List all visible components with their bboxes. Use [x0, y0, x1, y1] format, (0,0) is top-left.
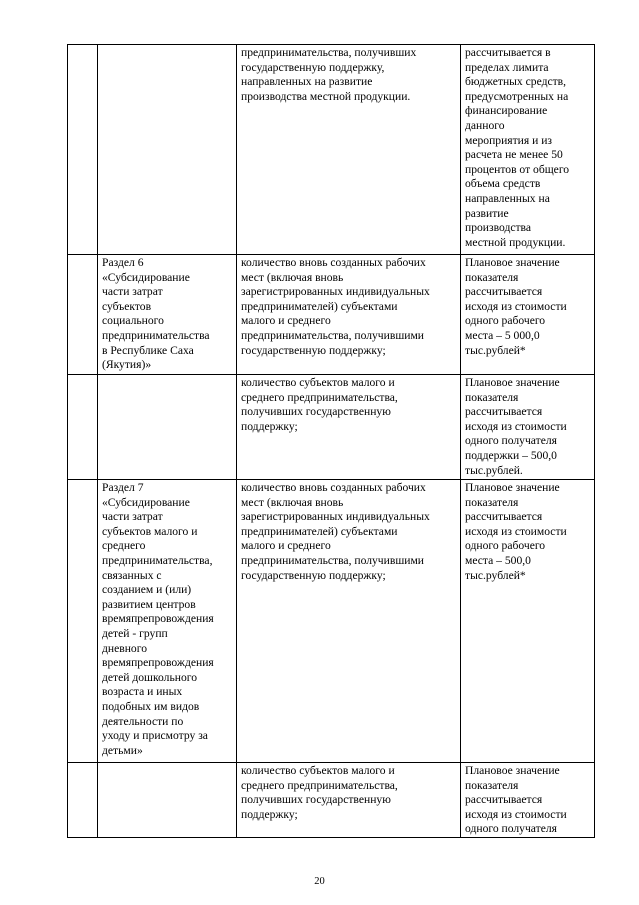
indicators-table — [67, 44, 595, 838]
section-cell — [98, 375, 237, 480]
calculation-cell — [461, 763, 595, 838]
row-number-cell — [68, 480, 98, 763]
calculation-cell — [461, 255, 595, 375]
table-row — [68, 480, 595, 763]
table-row — [68, 375, 595, 480]
indicator-cell — [237, 480, 461, 763]
indicator-text: количество вновь созданных рабочих мест (включая вновь зарегистрированных индивидуальных предпринимателей) субъектами малого и среднего предпринимательства, получившими государственную поддержку; — [241, 256, 430, 357]
calculation-text: Плановое значение показателя рассчитывается исходя из стоимости одного рабочего места – 5 000,0 тыс.рублей* — [465, 256, 567, 357]
row-number-cell — [68, 763, 98, 838]
row-number-cell — [68, 255, 98, 375]
indicator-text: количество субъектов малого и среднего предпринимательства, получивших государственную поддержку; — [241, 764, 398, 821]
indicator-cell — [237, 255, 461, 375]
indicator-cell — [237, 763, 461, 838]
indicator-text: предпринимательства, получивших государственную поддержку, направленных на развитие производства местной продукции. — [241, 46, 417, 103]
section-cell — [98, 763, 237, 838]
section-cell — [98, 480, 237, 763]
calculation-cell — [461, 480, 595, 763]
section-cell — [98, 255, 237, 375]
calculation-text: Плановое значение показателя рассчитывается исходя из стоимости одного получателя поддержки – 500,0 тыс.рублей. — [465, 376, 567, 477]
row-number-cell — [68, 45, 98, 255]
row-number-cell — [68, 375, 98, 480]
indicator-cell — [237, 45, 461, 255]
calculation-cell — [461, 45, 595, 255]
table-row — [68, 45, 595, 255]
calculation-text: Плановое значение показателя рассчитывается исходя из стоимости одного рабочего места – 500,0 тыс.рублей* — [465, 481, 567, 582]
indicator-text: количество вновь созданных рабочих мест (включая вновь зарегистрированных индивидуальных предпринимателей) субъектами малого и среднего предпринимательства, получившими государственную поддержку; — [241, 481, 430, 582]
section-cell — [98, 45, 237, 255]
calculation-cell — [461, 375, 595, 480]
section-text: Раздел 7 «Субсидирование части затрат субъектов малого и среднего предпринимательства, связанных с созданием и (или) развитием центров времяпрепровождения детей - групп дневного времяпрепровождения детей дошкольного возраста и иных подобных им видов деятельности по уходу и присмотру за детьми» — [102, 481, 214, 757]
calculation-text: рассчитывается в пределах лимита бюджетных средств, предусмотренных на финансирование данного мероприятия и из расчета не менее 50 процентов от общего объема средств направленных на развитие производства местной продукции. — [465, 46, 570, 249]
table-row — [68, 255, 595, 375]
section-text: Раздел 6 «Субсидирование части затрат субъектов социального предпринимательства в Республике Саха (Якутия)» — [102, 256, 210, 372]
table-row — [68, 763, 595, 838]
indicator-text: количество субъектов малого и среднего предпринимательства, получивших государственную поддержку; — [241, 376, 398, 433]
calculation-text: Плановое значение показателя рассчитывается исходя из стоимости одного получателя — [465, 764, 567, 836]
indicator-cell — [237, 375, 461, 480]
page-number: 20 — [314, 876, 325, 887]
